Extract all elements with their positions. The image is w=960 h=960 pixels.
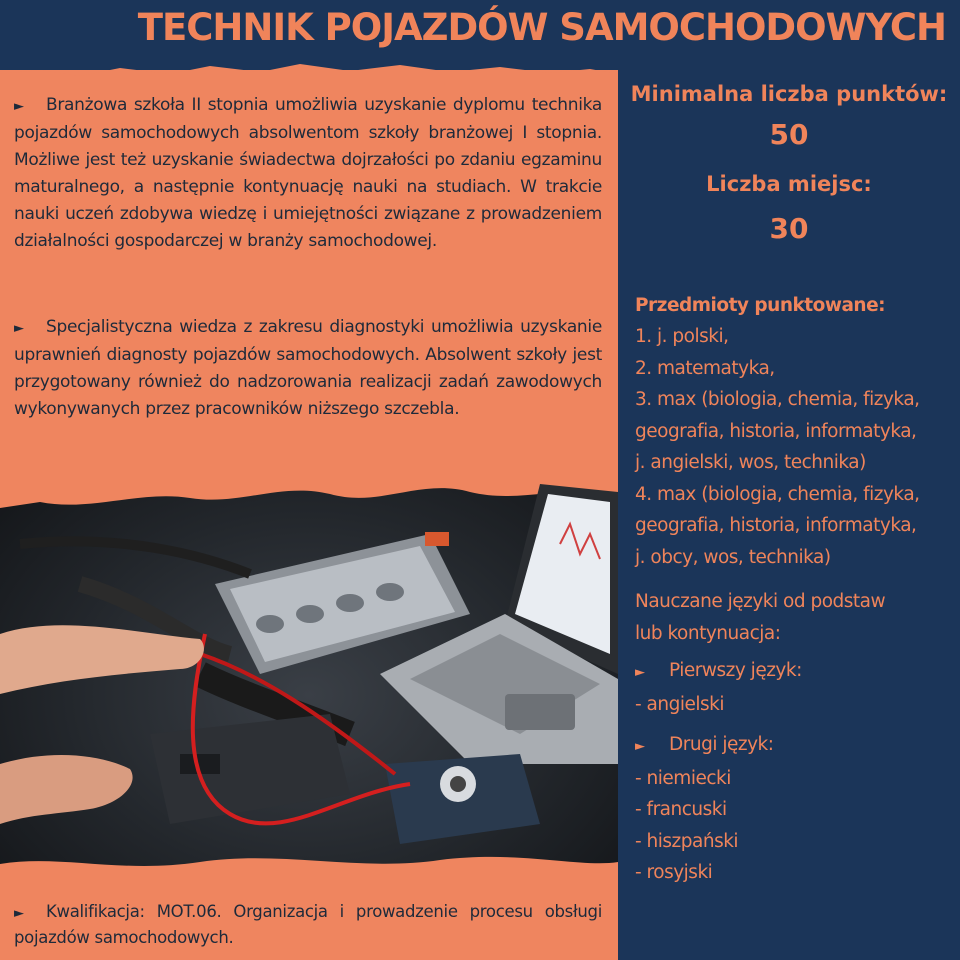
seats-label: Liczba miejsc: bbox=[706, 172, 872, 196]
subject-item: 4. max (biologia, chemia, fizyka, bbox=[635, 483, 920, 505]
second-language-section bbox=[635, 729, 955, 889]
min-points-label: Minimalna liczba punktów: bbox=[630, 82, 948, 106]
subject-item: 2. matematyka, bbox=[635, 357, 775, 379]
bullet-icon: ► bbox=[14, 321, 24, 336]
page-title: TECHNIK POJAZDÓW SAMOCHODOWYCH bbox=[137, 6, 946, 49]
languages-intro-line-1: Nauczane języki od podstaw bbox=[635, 591, 886, 612]
languages-intro bbox=[635, 586, 955, 649]
second-language-label: Drugi język: bbox=[669, 734, 774, 755]
subject-item: j. angielski, wos, technika) bbox=[635, 452, 866, 473]
subject-item: geografia, historia, informatyka, bbox=[635, 420, 917, 442]
qualification-paragraph bbox=[14, 900, 602, 950]
qualification-text: Kwalifikacja: MOT.06. Organizacja i prowadzenie procesu obsługi pojazdów samochodowych. bbox=[14, 902, 602, 947]
language-item: - rosyjski bbox=[635, 862, 713, 883]
description-paragraph-1 bbox=[14, 92, 602, 255]
first-language-section bbox=[635, 655, 955, 720]
bullet-icon: ► bbox=[635, 739, 645, 754]
bullet-icon: ► bbox=[14, 906, 24, 921]
language-item: - francuski bbox=[635, 799, 727, 820]
subject-item: j. obcy, wos, technika) bbox=[635, 546, 831, 568]
subjects-title: Przedmioty punktowane: bbox=[635, 295, 886, 316]
paragraph-1-text: Branżowa szkoła II stopnia umożliwia uzyskanie dyplomu technika pojazdów samochodowych absolwentom szkoły branżowej I stopnia. Możliwe jest też uzyskanie świadectwa dojrzałości po zdaniu egzaminu maturalnego, a następnie kontynuację nauki na studiach. W trakcie nauki uczeń zdobywa wiedzę i umiejętności związane z prowadzeniem działalności gospodarczej w branży samochodowej. bbox=[14, 95, 602, 251]
second-language-heading bbox=[635, 729, 955, 763]
bullet-icon: ► bbox=[14, 99, 24, 114]
subject-item: 1. j. polski, bbox=[635, 326, 729, 347]
first-language-heading bbox=[635, 655, 955, 689]
languages-intro-line-2: lub kontynuacja: bbox=[635, 622, 781, 644]
subject-item: geografia, historia, informatyka, bbox=[635, 515, 917, 536]
paragraph-2-text: Specjalistyczna wiedza z zakresu diagnostyki umożliwia uzyskanie uprawnień diagnosty pojazdów samochodowych. Absolwent szkoły jest przygotowany również do nadzorowania realizacji zadań zawodowych wykonywanych przez pracowników niższego szczebla. bbox=[14, 317, 602, 419]
first-language-label: Pierwszy język: bbox=[669, 660, 802, 681]
language-item: - hiszpański bbox=[635, 830, 739, 852]
car-engine-diagnostics-photo bbox=[0, 464, 618, 884]
bullet-icon: ► bbox=[635, 665, 645, 680]
min-points-value: 50 bbox=[769, 118, 809, 151]
language-item: - niemiecki bbox=[635, 767, 731, 789]
seats-value: 30 bbox=[769, 212, 809, 245]
description-paragraph-2 bbox=[14, 314, 602, 423]
subjects-list bbox=[635, 321, 955, 573]
subject-item: 3. max (biologia, chemia, fizyka, bbox=[635, 389, 920, 410]
torn-paper-edge bbox=[0, 52, 618, 92]
language-item: - angielski bbox=[635, 693, 725, 715]
